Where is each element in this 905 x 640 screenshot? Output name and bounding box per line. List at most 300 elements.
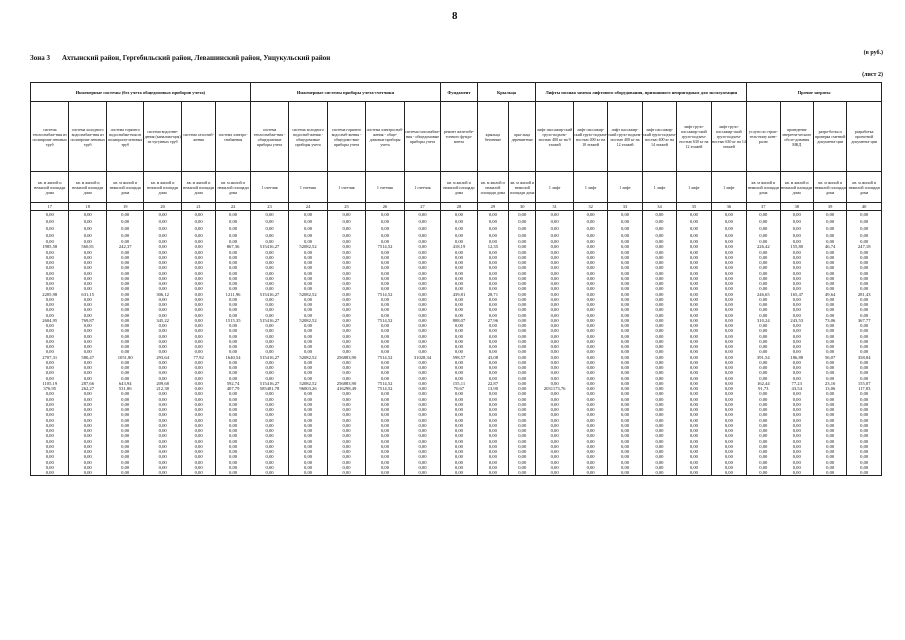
table-cell: 0,00 <box>216 239 250 244</box>
table-cell: 0,00 <box>366 439 404 444</box>
table-cell: 242,37 <box>106 244 143 249</box>
table-cell: 0,00 <box>106 376 143 381</box>
table-cell: 0,00 <box>747 297 780 302</box>
table-cell: 0,00 <box>477 365 508 370</box>
table-cell: 0,00 <box>711 286 746 291</box>
table-cell: 0,00 <box>69 460 106 465</box>
table-cell: 0,00 <box>366 349 404 354</box>
table-cell: 0,00 <box>711 423 746 428</box>
column-header: система водоотве-дения (канализа-ция) из чугунных труб <box>144 102 181 172</box>
table-cell: 0,00 <box>536 255 573 260</box>
table-cell: 0,00 <box>441 281 477 286</box>
table-cell: 592,74 <box>216 381 250 386</box>
table-cell: 0,00 <box>642 418 676 423</box>
table-cell: 77,92 <box>181 355 215 360</box>
table-cell: 0,00 <box>106 423 143 428</box>
table-cell: 0,00 <box>106 307 143 312</box>
table-cell: 0,00 <box>250 460 288 465</box>
table-cell: 0,00 <box>847 313 882 318</box>
table-cell: 0,00 <box>250 412 288 417</box>
column-number: 28 <box>441 203 477 211</box>
table-cell: 0,00 <box>677 391 711 396</box>
table-cell: 0,00 <box>31 302 69 307</box>
table-cell: 0,00 <box>608 460 642 465</box>
table-cell: 0,00 <box>847 344 882 349</box>
table-cell: 0,00 <box>250 260 288 265</box>
table-cell: 0,00 <box>573 239 607 244</box>
table-cell: 0,00 <box>404 307 440 312</box>
table-cell: 0,00 <box>289 211 327 219</box>
table-cell: 0,00 <box>677 444 711 449</box>
table-cell: 0,00 <box>144 211 181 219</box>
table-cell: 515416,27 <box>250 292 288 297</box>
table-cell: 0,00 <box>366 397 404 402</box>
table-cell: 0,00 <box>509 344 536 349</box>
table-cell: 0,00 <box>441 286 477 291</box>
table-cell: 0,00 <box>608 397 642 402</box>
table-cell: 0,00 <box>181 297 215 302</box>
table-cell: 0,00 <box>404 370 440 375</box>
table-cell: 0,00 <box>106 470 143 476</box>
table-cell: 0,00 <box>573 218 607 225</box>
table-cell: 0,00 <box>441 265 477 270</box>
table-cell: 0,00 <box>31 232 69 239</box>
table-cell: 0,00 <box>181 265 215 270</box>
table-cell: 0,00 <box>69 433 106 438</box>
table-cell: 0,00 <box>366 470 404 476</box>
table-cell: 0,00 <box>573 344 607 349</box>
table-cell: 0,00 <box>642 302 676 307</box>
table-cell: 0,00 <box>477 465 508 470</box>
table-cell: 52082,52 <box>289 381 327 386</box>
table-cell: 367,77 <box>847 318 882 323</box>
table-cell: 0,00 <box>711 349 746 354</box>
table-cell: 155,80 <box>780 244 813 249</box>
table-cell: 0,00 <box>69 239 106 244</box>
table-cell: 0,00 <box>144 402 181 407</box>
table-cell: 0,00 <box>847 307 882 312</box>
table-cell: 0,00 <box>31 307 69 312</box>
table-cell: 0,00 <box>327 397 365 402</box>
table-cell: 643,94 <box>106 381 143 386</box>
table-cell: 0,00 <box>289 323 327 328</box>
table-cell: 0,00 <box>69 470 106 476</box>
table-cell: 0,00 <box>366 255 404 260</box>
table-cell: 0,00 <box>327 323 365 328</box>
table-cell: 0,00 <box>608 218 642 225</box>
table-row <box>31 211 882 219</box>
table-cell: 0,00 <box>747 286 780 291</box>
table-cell: 0,00 <box>711 323 746 328</box>
table-cell: 0,00 <box>573 391 607 396</box>
table-cell: 0,00 <box>509 397 536 402</box>
table-cell: 0,00 <box>441 271 477 276</box>
table-cell: 0,00 <box>711 218 746 225</box>
table-cell: 0,00 <box>289 276 327 281</box>
table-cell: 0,00 <box>642 211 676 219</box>
table-cell: 0,00 <box>573 402 607 407</box>
table-cell: 0,00 <box>642 318 676 323</box>
table-cell: 0,00 <box>327 302 365 307</box>
table-cell: 0,00 <box>31 433 69 438</box>
table-cell: 0,00 <box>536 349 573 354</box>
table-cell: 0,00 <box>677 307 711 312</box>
table-cell: 0,00 <box>477 360 508 365</box>
table-cell: 0,00 <box>711 454 746 459</box>
table-cell: 0,00 <box>106 218 143 225</box>
table-cell: 0,00 <box>404 465 440 470</box>
table-cell: 0,00 <box>847 391 882 396</box>
column-header: лифт пассажир-ский грузо-подъем-ностью 400 кг на 10 этажей <box>573 102 607 172</box>
table-cell: 0,00 <box>366 428 404 433</box>
table-cell: 0,00 <box>181 211 215 219</box>
group-header: Фундамент <box>441 83 477 102</box>
table-cell: 0,00 <box>642 460 676 465</box>
table-cell: 1985,58 <box>31 244 69 249</box>
table-cell: 0,00 <box>327 407 365 412</box>
table-cell: 0,00 <box>144 225 181 232</box>
table-cell: 0,00 <box>711 244 746 249</box>
table-cell: 0,00 <box>642 255 676 260</box>
table-cell: 0,00 <box>573 339 607 344</box>
table-cell: 0,00 <box>813 444 846 449</box>
table-cell: 0,00 <box>31 412 69 417</box>
table-cell: 0,00 <box>509 360 536 365</box>
table-cell: 0,00 <box>477 449 508 454</box>
table-cell: 0,00 <box>144 239 181 244</box>
table-cell: 0,00 <box>327 334 365 339</box>
table-cell: 0,00 <box>144 370 181 375</box>
table-cell: 0,00 <box>573 470 607 476</box>
table-cell: 0,00 <box>441 323 477 328</box>
table-cell: 0,00 <box>250 402 288 407</box>
table-cell: 0,00 <box>181 376 215 381</box>
table-cell: 0,00 <box>216 460 250 465</box>
table-cell: 0,00 <box>366 423 404 428</box>
table-cell: 0,00 <box>250 225 288 232</box>
table-cell: 0,00 <box>106 439 143 444</box>
table-cell: 0,00 <box>216 360 250 365</box>
table-cell: 0,00 <box>813 433 846 438</box>
table-cell: 0,00 <box>813 428 846 433</box>
table-cell: 0,00 <box>69 397 106 402</box>
table-cell: 0,00 <box>642 260 676 265</box>
table-cell: 0,00 <box>747 239 780 244</box>
table-cell: 0,00 <box>106 232 143 239</box>
table-cell: 0,00 <box>747 349 780 354</box>
table-cell: 7514,52 <box>366 355 404 360</box>
table-cell: 0,00 <box>441 250 477 255</box>
table-cell: 0,00 <box>144 313 181 318</box>
table-cell: 0,00 <box>642 402 676 407</box>
table-cell: 0,00 <box>477 391 508 396</box>
table-cell: 0,00 <box>250 239 288 244</box>
table-cell: 0,00 <box>573 370 607 375</box>
table-cell: 0,00 <box>608 271 642 276</box>
table-cell: 0,00 <box>69 260 106 265</box>
table-cell: 0,00 <box>404 339 440 344</box>
table-cell: 0,00 <box>608 250 642 255</box>
table-cell: 0,00 <box>509 391 536 396</box>
table-cell: 0,00 <box>509 292 536 297</box>
table-cell: 0,00 <box>404 360 440 365</box>
table-cell: 0,00 <box>847 470 882 476</box>
table-cell: 0,00 <box>366 360 404 365</box>
table-cell: 0,00 <box>69 276 106 281</box>
table-cell: 0,00 <box>608 286 642 291</box>
table-cell: 0,00 <box>216 412 250 417</box>
table-cell: 0,00 <box>608 349 642 354</box>
table-cell: 0,00 <box>404 433 440 438</box>
table-cell: 0,00 <box>509 439 536 444</box>
table-cell: 0,00 <box>536 423 573 428</box>
table-cell: 0,00 <box>677 232 711 239</box>
table-cell: 0,00 <box>106 323 143 328</box>
table-cell: 0,00 <box>69 428 106 433</box>
table-cell: 0,00 <box>813 470 846 476</box>
table-cell: 0,00 <box>677 344 711 349</box>
table-cell: 0,00 <box>366 286 404 291</box>
table-cell: 0,00 <box>780 402 813 407</box>
table-cell: 0,00 <box>608 334 642 339</box>
table-cell: 1211,96 <box>216 292 250 297</box>
table-cell: 0,00 <box>69 376 106 381</box>
table-cell: 243,53 <box>780 318 813 323</box>
table-cell: 0,00 <box>477 433 508 438</box>
table-cell: 0,00 <box>847 349 882 354</box>
table-cell: 0,00 <box>711 260 746 265</box>
table-cell: 0,00 <box>181 334 215 339</box>
table-cell: 0,00 <box>813 339 846 344</box>
table-cell: 0,00 <box>250 297 288 302</box>
table-cell: 0,00 <box>327 454 365 459</box>
table-cell: 0,00 <box>181 423 215 428</box>
table-cell: 0,00 <box>327 449 365 454</box>
table-cell: 0,00 <box>404 386 440 391</box>
column-number: 32 <box>573 203 607 211</box>
table-cell: 0,00 <box>441 460 477 465</box>
table-cell: 0,00 <box>404 292 440 297</box>
table-cell: 0,00 <box>31 286 69 291</box>
column-number: 17 <box>31 203 69 211</box>
group-header: Крыльца <box>477 83 536 102</box>
table-cell: 0,00 <box>677 339 711 344</box>
table-cell: 0,00 <box>573 297 607 302</box>
column-number: 23 <box>250 203 288 211</box>
table-cell: 0,00 <box>31 265 69 270</box>
table-row <box>31 470 882 476</box>
unit-header: кв. м жилой и нежилой площади дома <box>181 172 215 203</box>
table-cell: 0,00 <box>509 370 536 375</box>
table-cell: 0,00 <box>509 402 536 407</box>
table-cell: 0,00 <box>106 370 143 375</box>
table-cell: 0,00 <box>404 470 440 476</box>
table-cell: 0,00 <box>509 339 536 344</box>
column-header: услуги по строи-тель-ному конт-ролю <box>747 102 780 172</box>
table-cell: 0,00 <box>106 334 143 339</box>
table-cell: 0,00 <box>327 339 365 344</box>
table-cell: 7514,52 <box>366 244 404 249</box>
table-cell: 0,00 <box>536 323 573 328</box>
table-cell: 0,00 <box>780 286 813 291</box>
table-cell: 0,00 <box>847 328 882 333</box>
table-row <box>31 225 882 232</box>
table-cell: 0,00 <box>711 265 746 270</box>
table-cell: 0,00 <box>106 328 143 333</box>
table-cell: 0,00 <box>711 225 746 232</box>
table-cell: 0,00 <box>813 225 846 232</box>
table-cell: 0,00 <box>477 454 508 459</box>
table-cell: 0,00 <box>813 423 846 428</box>
table-cell: 0,00 <box>608 465 642 470</box>
table-cell: 0,00 <box>847 239 882 244</box>
table-cell: 0,00 <box>608 323 642 328</box>
table-cell: 46,74 <box>813 244 846 249</box>
table-cell: 0,00 <box>250 307 288 312</box>
table-cell: 0,00 <box>813 454 846 459</box>
table-cell: 0,00 <box>642 355 676 360</box>
table-cell: 0,00 <box>69 360 106 365</box>
table-cell: 0,00 <box>216 449 250 454</box>
table-cell: 0,00 <box>144 339 181 344</box>
table-cell: 0,00 <box>677 397 711 402</box>
table-cell: 0,00 <box>477 286 508 291</box>
table-cell: 0,00 <box>106 297 143 302</box>
unit-header: 1 счетчик <box>250 172 288 203</box>
table-cell: 0,00 <box>106 433 143 438</box>
table-cell: 0,00 <box>327 328 365 333</box>
table-cell: 0,00 <box>327 211 365 219</box>
table-cell: 0,00 <box>747 439 780 444</box>
table-cell: 0,00 <box>642 439 676 444</box>
table-cell: 0,00 <box>536 407 573 412</box>
table-cell: 0,00 <box>69 286 106 291</box>
table-cell: 73,06 <box>813 318 846 323</box>
table-cell: 0,00 <box>144 334 181 339</box>
table-cell: 0,00 <box>608 292 642 297</box>
table-cell: 0,00 <box>608 428 642 433</box>
table-cell: 0,00 <box>608 439 642 444</box>
table-cell: 0,00 <box>441 376 477 381</box>
table-cell: 0,00 <box>747 365 780 370</box>
table-cell: 0,00 <box>404 328 440 333</box>
table-cell: 0,00 <box>289 250 327 255</box>
table-cell: 0,00 <box>847 255 882 260</box>
table-cell: 0,00 <box>509 225 536 232</box>
table-cell: 0,00 <box>144 349 181 354</box>
table-cell: 0,00 <box>366 265 404 270</box>
table-cell: 0,00 <box>106 260 143 265</box>
table-cell: 0,00 <box>711 460 746 465</box>
column-number: 20 <box>144 203 181 211</box>
table-cell: 0,00 <box>677 334 711 339</box>
table-cell: 0,00 <box>216 418 250 423</box>
table-cell: 0,00 <box>711 307 746 312</box>
table-cell: 0,00 <box>573 225 607 232</box>
table-cell: 0,00 <box>31 323 69 328</box>
table-cell: 0,00 <box>31 271 69 276</box>
table-cell: 0,00 <box>289 454 327 459</box>
table-cell: 0,00 <box>477 276 508 281</box>
table-cell: 0,00 <box>711 465 746 470</box>
table-cell: 256883,90 <box>327 355 365 360</box>
table-cell: 0,00 <box>327 276 365 281</box>
unit-header: 1 лифт <box>573 172 607 203</box>
table-cell: 560,81 <box>69 244 106 249</box>
table-cell: 0,00 <box>677 428 711 433</box>
table-cell: 0,00 <box>289 334 327 339</box>
table-cell: 0,00 <box>642 297 676 302</box>
table-cell: 0,00 <box>509 423 536 428</box>
table-cell: 262,27 <box>69 386 106 391</box>
table-cell: 0,00 <box>780 339 813 344</box>
table-cell: 0,00 <box>69 402 106 407</box>
table-cell: 0,00 <box>677 271 711 276</box>
table-cell: 0,00 <box>509 211 536 219</box>
table-cell: 0,00 <box>536 211 573 219</box>
table-cell: 0,00 <box>608 307 642 312</box>
table-cell: 0,00 <box>216 265 250 270</box>
table-cell: 0,00 <box>216 323 250 328</box>
table-cell: 0,00 <box>573 433 607 438</box>
table-cell: 0,00 <box>573 365 607 370</box>
table-cell: 0,00 <box>677 218 711 225</box>
table-cell: 0,00 <box>847 407 882 412</box>
table-cell: 0,00 <box>711 232 746 239</box>
table-cell: 0,00 <box>216 225 250 232</box>
table-cell: 0,00 <box>441 433 477 438</box>
table-cell: 0,00 <box>847 211 882 219</box>
table-cell: 0,00 <box>106 365 143 370</box>
table-cell: 0,00 <box>106 281 143 286</box>
table-cell: 0,00 <box>847 286 882 291</box>
column-header: система электроснаб-жения - обще-домовые приборы учета <box>366 102 404 172</box>
table-cell: 0,00 <box>106 339 143 344</box>
table-cell: 0,00 <box>608 402 642 407</box>
table-cell: 0,00 <box>69 365 106 370</box>
table-cell: 0,00 <box>573 255 607 260</box>
table-cell: 0,00 <box>106 397 143 402</box>
table-cell: 0,00 <box>642 365 676 370</box>
table-cell: 0,00 <box>404 302 440 307</box>
table-cell: 1515,35 <box>216 318 250 323</box>
table-cell: 0,00 <box>747 428 780 433</box>
table-cell: 0,00 <box>181 397 215 402</box>
table-cell: 0,00 <box>366 339 404 344</box>
table-cell: 0,00 <box>441 344 477 349</box>
cost-table <box>30 82 882 476</box>
table-cell: 0,00 <box>106 211 143 219</box>
table-cell: 0,00 <box>289 402 327 407</box>
table-cell: 0,00 <box>366 307 404 312</box>
table-cell: 0,00 <box>813 297 846 302</box>
table-cell: 0,00 <box>216 402 250 407</box>
table-cell: 0,00 <box>509 454 536 459</box>
table-cell: 0,00 <box>106 360 143 365</box>
table-cell: 0,00 <box>642 381 676 386</box>
table-cell: 0,00 <box>573 381 607 386</box>
table-cell: 0,00 <box>477 211 508 219</box>
table-cell: 1640,54 <box>216 355 250 360</box>
table-cell: 0,00 <box>404 412 440 417</box>
table-cell: 0,00 <box>404 313 440 318</box>
table-cell: 0,00 <box>780 218 813 225</box>
table-cell: 0,00 <box>216 218 250 225</box>
table-cell: 43,08 <box>477 355 508 360</box>
table-cell: 0,00 <box>250 465 288 470</box>
table-cell: 0,00 <box>69 391 106 396</box>
table-cell: 0,00 <box>813 276 846 281</box>
